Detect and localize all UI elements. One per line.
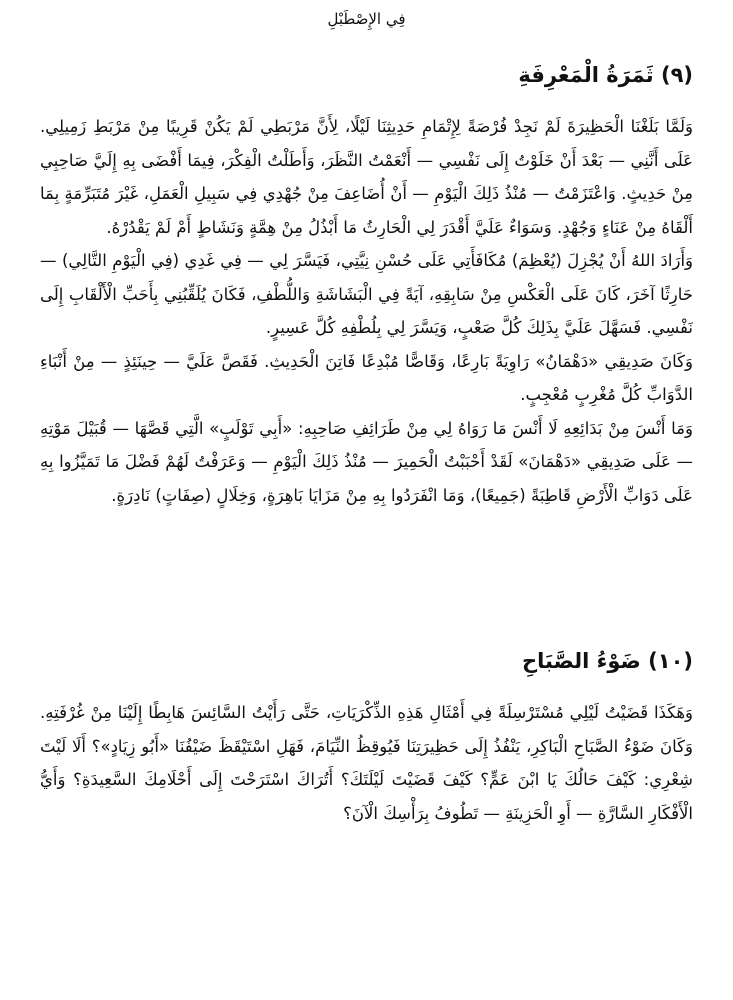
section-heading-10: (١٠) ضَوْءُ الصَّبَاحِ <box>521 649 693 673</box>
paragraph: وَهَكَذَا قَضَيْتُ لَيْلِي مُسْتَرْسِلَةً فِي أَمْثَالِ هَذِهِ الذِّكْرَيَاتِ، حَتَّى رَأَيْتُ السَّائِسَ هَابِطًا إِلَيْنَا مِنْ غُرْفَتِهِ. وَكَانَ ضَوْءُ الصَّبَاحِ الْبَاكِرِ، يَنْفُذُ إِلَى حَظِيرَتِنَا فَيُوقِظُ النِّيَامَ، فَهَلِ اسْتَيْقَظَ ضَيْفُنَا «أَبُو زِيَادٍ»؟ أَلَا لَيْتَ شِعْرِي: كَيْفَ حَالُكَ يَا ابْنَ عَمٍّ؟ كَيْفَ قَضَيْتَ لَيْلَتَكَ؟ أَتُرَاكَ اسْتَرَحْتَ إِلَى أَحْلَامِكَ السَّعِيدَةِ؟ وَأَيُّ الْأَفْكَارِ السَّارَّةِ — أَوِ الْحَزِينَةِ — تَطُوفُ بِرَأْسِكَ الْآنَ؟ <box>40 703 693 823</box>
paragraph: وَلَمَّا بَلَغْنَا الْحَظِيرَةَ لَمْ نَجِدْ فُرْصَةً لِإِتْمَامِ حَدِيثِنَا لَيْلًا، لِأَنَّ مَرْبَطِي لَمْ يَكُنْ قَرِيبًا مِنْ مَرْبَطِ زَمِيلِي. عَلَى أَنَّنِي — بَعْدَ أَنْ خَلَوْتُ إِلَى نَفْسِي — أَنْعَمْتُ النَّظَرَ، وَأَطَلْتُ الْفِكْرَ، فِيمَا أَفْضَى بِهِ إِلَيَّ صَاحِبِي مِنْ حَدِيثٍ. وَاعْتَزَمْتُ — مُنْذُ ذَلِكَ الْيَوْمِ — أَنْ أُضَاعِفَ مِنْ جُهْدِي فِي سَبِيلِ الْعَمَلِ، غَيْرَ مُتَبَرِّمَةٍ بِمَا أَلْقَاهُ مِنْ عَنَاءٍ وَجُهْدٍ. وَسَوَاءٌ عَلَيَّ أَقْدَرَ لِي الْحَارِثُ مَا أَبْذُلُ مِنْ هِمَّةٍ وَنَشَاطٍ أَمْ لَمْ يَقْدُرْهُ. <box>40 117 693 237</box>
running-header: فِي الإِصْطَبْلِ <box>327 10 406 28</box>
section-body-9 <box>40 110 693 512</box>
paragraph: وَأَرَادَ اللهُ أَنْ يُجْزِلَ (يُعْظِمَ) مُكَافَأَتِي عَلَى حُسْنِ نِيَّتِي، فَيَسَّرَ لِي — فِي غَدِي (فِي الْيَوْمِ التَّالِي) — حَارِثًا آخَرَ، كَانَ عَلَى الْعَكْسِ مِنْ سَابِقِهِ، آيَةً فِي الْبَشَاشَةِ وَاللُّطْفِ، فَكَانَ يُلَقِّبُنِي بِأَحَبِّ الْأَلْقَابِ إِلَى نَفْسِي. فَسَهَّلَ عَلَيَّ بِذَلِكَ كُلَّ صَعْبٍ، وَيَسَّرَ لِي بِلُطْفِهِ كُلَّ عَسِيرٍ. <box>40 251 693 337</box>
section-body-10 <box>40 696 693 830</box>
paragraph: وَمَا أَنْسَ مِنْ بَدَائِعِهِ لَا أَنْسَ مَا رَوَاهُ لِي مِنْ طَرَائِفِ صَاحِبِهِ: «أَبِي تَوْلَبٍ» الَّتِي قَصَّهَا — قُبَيْلَ مَوْتِهِ — عَلَى صَدِيقِي «دَهْمَانَ» لَقَدْ أَحْبَبْتُ الْحَمِيرَ — مُنْذُ ذَلِكَ الْيَوْمِ — وَعَرَفْتُ لَهُمْ فَضْلَ مَا تَمَيَّزُوا بِهِ عَلَى دَوَابِّ الْأَرْضِ قَاطِبَةً (جَمِيعًا)، وَمَا انْفَرَدُوا بِهِ مِنْ مَزَايَا بَاهِرَةٍ، وَخِلَالٍ (صِفَاتٍ) نَادِرَةٍ. <box>40 418 693 505</box>
section-heading-9: (٩) ثَمَرَةُ الْمَعْرِفَةِ <box>518 63 693 87</box>
paragraph: وَكَانَ صَدِيقِي «دَهْمَانُ» رَاوِيَةً بَارِعًا، وَقَاصًّا مُبْدِعًا فَاتِنَ الْحَدِيثِ. فَقَصَّ عَلَيَّ — حِينَئِذٍ — مِنْ أَنْبَاءِ الدَّوَابِّ كُلَّ مُغْرِبٍ مُعْجِبٍ. <box>40 351 693 404</box>
